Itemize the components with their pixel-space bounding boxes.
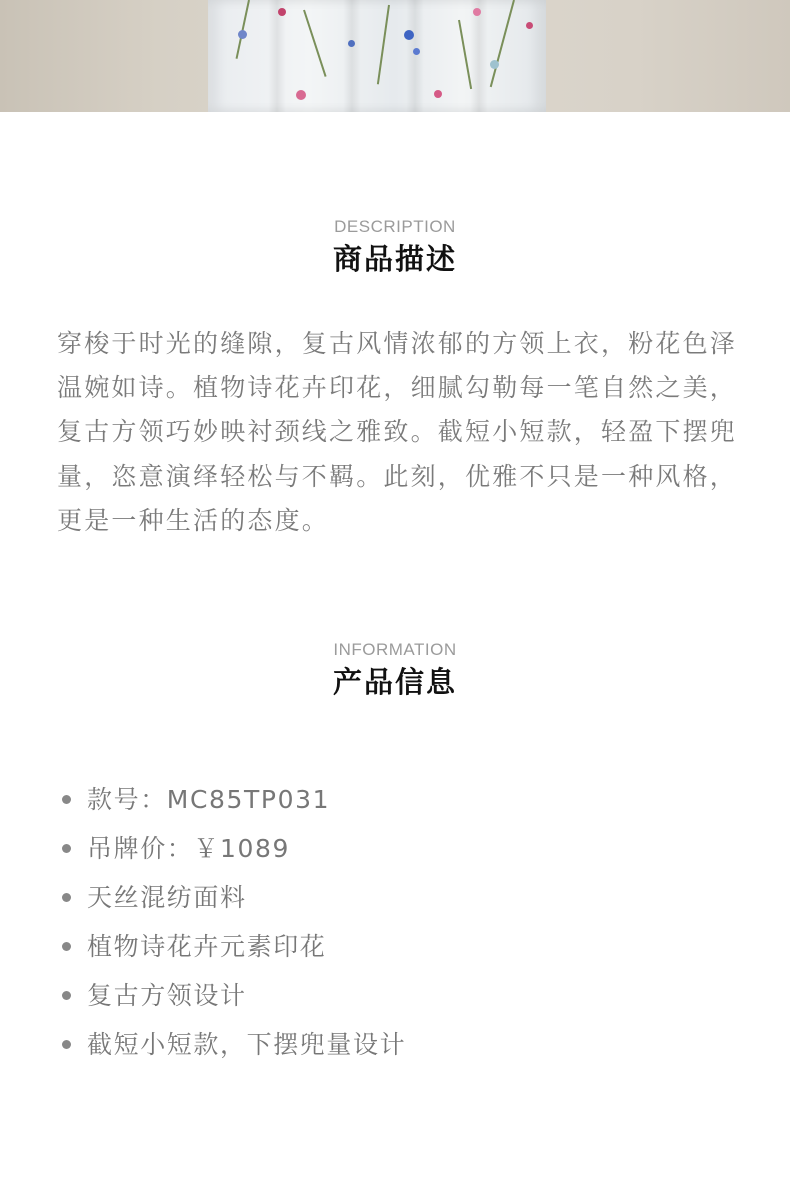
info-item-text: 款号：MC85TP031 [87,785,331,814]
bullet-icon [62,942,71,951]
info-item-text: 天丝混纺面料 [87,883,247,912]
info-item-text: 吊牌价：￥1089 [87,834,291,863]
product-info-list [60,777,406,1071]
floral-fabric [208,0,546,112]
description-eyebrow: DESCRIPTION [334,217,456,236]
info-item-text: 植物诗花卉元素印花 [87,932,327,961]
description-header [0,217,790,279]
bullet-icon [62,893,71,902]
info-item-collar [60,973,406,1022]
description-title: 商品描述 [332,242,457,276]
bullet-icon [62,795,71,804]
bullet-icon [62,991,71,1000]
info-item-text: 截短小短款，下摆兜量设计 [87,1030,407,1059]
info-item-tag-price [60,826,406,875]
info-item-fabric [60,875,406,924]
information-header [0,640,790,702]
information-eyebrow: INFORMATION [333,640,457,659]
info-item-text: 复古方领设计 [87,981,247,1010]
bullet-icon [62,844,71,853]
info-item-print [60,924,406,973]
bullet-icon [62,1040,71,1049]
product-photo-crop [0,0,790,112]
info-item-cut [60,1022,406,1071]
information-title: 产品信息 [332,665,457,699]
description-body: 穿梭于时光的缝隙，复古风情浓郁的方领上衣，粉花色泽温婉如诗。植物诗花卉印花，细腻勾勒每一笔自然之美，复古方领巧妙映衬颈线之雅致。截短小短款，轻盈下摆兜量，恣意演绎轻松与不羁。此刻，优雅不只是一种风格，更是一种生活的态度。 [57,329,738,535]
info-item-style-number [60,777,406,826]
